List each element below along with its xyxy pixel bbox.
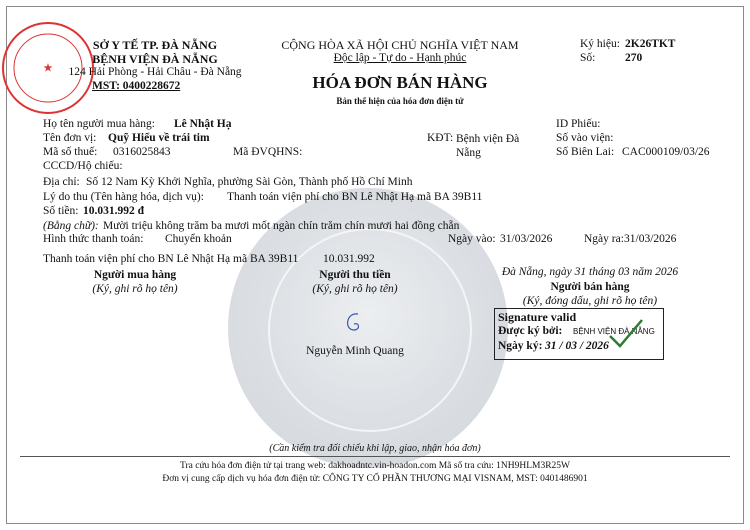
buyer-id-label: CCCD/Hộ chiếu: <box>43 160 123 172</box>
amount-words: Mười triệu không trăm ba mươi mốt ngàn chín trăm chín mươi hai đồng chẵn <box>103 220 460 232</box>
amount-words-label: (Bằng chữ): <box>43 220 99 232</box>
invoice-subtitle: Bản thể hiện của hóa đơn điện tử <box>336 96 464 106</box>
buyer-sign-note: (Ký, ghi rõ họ tên) <box>92 283 178 295</box>
footer-provider-line <box>20 474 730 484</box>
collector-name: Nguyễn Minh Quang <box>306 345 404 357</box>
payment-method: Chuyển khoản <box>165 233 232 245</box>
signed-by: BỆNH VIỆN ĐÀ NẴNG <box>573 327 655 336</box>
signature-valid-text: Signature valid <box>498 310 577 324</box>
national-motto: Độc lập - Tự do - Hạnh phúc <box>333 52 467 64</box>
number-label: Số: <box>580 52 596 64</box>
kdt-label: KĐT: <box>427 132 454 144</box>
visit-number-label: Số vào viện: <box>556 132 614 144</box>
sign-date: 31 / 03 / 2026 <box>545 340 609 352</box>
amount-value: 10.031.992 đ <box>83 205 145 217</box>
checkmark-icon <box>606 316 646 353</box>
buyer-name: Lê Nhật Hạ <box>174 118 232 130</box>
lookup-site[interactable]: dakhoadntc.vin-hoadon.com <box>328 461 437 471</box>
lookup-code-label: Mã số tra cứu: <box>438 461 494 471</box>
buyer-address-label: Địa chỉ: <box>43 176 80 188</box>
payment-method-label: Hình thức thanh toán: <box>43 233 144 245</box>
date-in: 31/03/2026 <box>500 233 553 245</box>
buyer-name-label: Họ tên người mua hàng: <box>43 118 155 130</box>
seller-address: 124 Hải Phòng - Hải Châu - Đà Nẵng <box>68 66 242 78</box>
buyer-tax: 0316025843 <box>113 146 171 158</box>
date-out-label: Ngày ra: <box>584 233 624 245</box>
collector-sign-note: (Ký, ghi rõ họ tên) <box>312 283 398 295</box>
reason-value: Thanh toán viện phí cho BN Lê Nhật Hạ mã BA 39B11 <box>227 191 483 203</box>
provider-value: CÔNG TY CỔ PHẦN THƯƠNG MẠI VISNAM, MST: 0401486901 <box>322 474 588 484</box>
footer-divider <box>20 456 730 457</box>
sign-date-label: Ngày ký: <box>498 340 543 352</box>
date-out: 31/03/2026 <box>624 233 677 245</box>
invoice-number: 270 <box>625 52 643 64</box>
svg-text:★: ★ <box>43 63 53 74</box>
country-name: CỘNG HÒA XÃ HỘI CHỦ NGHĨA VIỆT NAM <box>281 38 519 52</box>
seller-date-line: Đà Nẵng, ngày 31 tháng 03 năm 2026 <box>501 266 679 278</box>
footer-check-note: (Cần kiểm tra đối chiếu khi lập, giao, nhận hóa đơn) <box>269 443 481 454</box>
dvqhns-label: Mã ĐVQHNS: <box>233 146 303 158</box>
seller-department: SỞ Y TẾ TP. ĐÀ NẴNG <box>92 38 218 52</box>
reason-label: Lý do thu (Tên hàng hóa, dịch vụ): <box>43 191 204 203</box>
buyer-unit: Quỹ Hiểu về trái tim <box>108 132 210 144</box>
signed-by-label: Được ký bởi: <box>498 325 563 337</box>
collector-sign-title: Người thu tiền <box>319 269 391 281</box>
receipt-number-label: Số Biên Lai: <box>556 146 615 158</box>
kdt-value: Bệnh viện Đà Nẵng <box>456 133 520 159</box>
invoice-title: HÓA ĐƠN BÁN HÀNG <box>312 73 488 92</box>
collector-signature-mark <box>338 308 368 339</box>
seller-sign-title: Người bán hàng <box>550 281 630 293</box>
receipt-number: CAC000109/03/26 <box>622 146 710 158</box>
invoice-symbol: 2K26TKT <box>625 38 676 50</box>
line-item-description: Thanh toán viện phí cho BN Lê Nhật Hạ mã BA 39B11 <box>43 253 299 265</box>
amount-label: Số tiền: <box>43 205 79 217</box>
lookup-code: 1NH9HLM3R25W <box>496 461 571 471</box>
footer-lookup-line <box>20 461 730 471</box>
date-in-label: Ngày vào: <box>448 233 496 245</box>
seller-hospital: BỆNH VIỆN ĐÀ NẴNG <box>92 52 218 66</box>
line-item-amount: 10.031.992 <box>323 253 375 265</box>
buyer-sign-title: Người mua hàng <box>93 269 177 281</box>
provider-label: Đơn vị cung cấp dịch vụ hóa đơn điện tử: <box>162 474 321 484</box>
receipt-id-label: ID Phiếu: <box>556 118 601 130</box>
buyer-address: Số 12 Nam Kỳ Khởi Nghĩa, phường Sài Gòn, Thành phố Hồ Chí Minh <box>86 176 413 188</box>
buyer-unit-label: Tên đơn vị: <box>43 132 97 144</box>
buyer-tax-label: Mã số thuế: <box>43 146 98 158</box>
lookup-prefix: Tra cứu hóa đơn điện tử tại trang web: <box>179 461 326 471</box>
seller-sign-note: (Ký, đóng dấu, ghi rõ họ tên) <box>522 295 658 307</box>
symbol-label: Ký hiệu: <box>580 38 620 50</box>
seller-tax-code: MST: 0400228672 <box>92 80 181 92</box>
